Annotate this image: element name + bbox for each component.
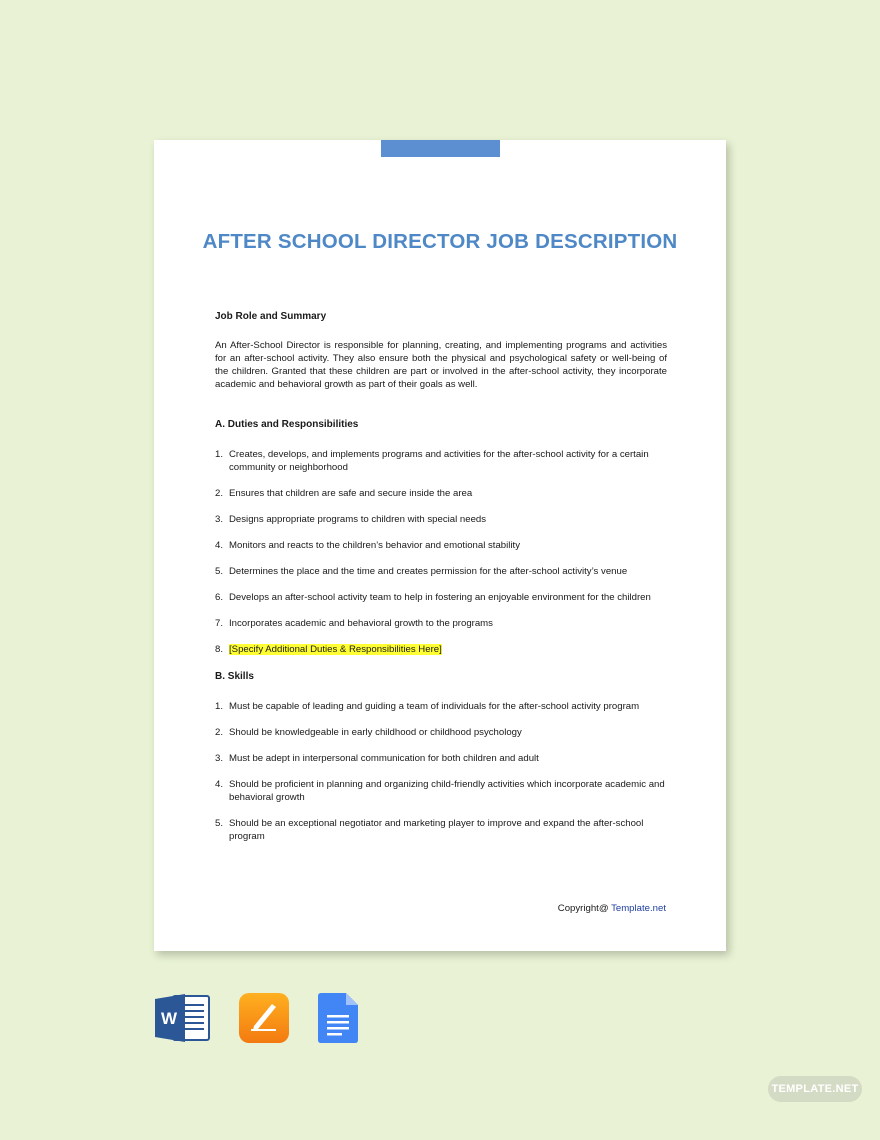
list-text: Should be an exceptional negotiator and marketing player to improve and expand the after-school program: [229, 818, 644, 842]
list-text: Develops an after-school activity team to help in fostering an enjoyable environment for the children: [229, 592, 651, 603]
duties-list: [215, 448, 667, 656]
duties-heading: A. Duties and Responsibilities: [215, 419, 359, 430]
list-item: [215, 643, 667, 656]
list-number: 3.: [215, 514, 224, 525]
list-item: [215, 752, 667, 765]
list-number: 8.: [215, 644, 224, 655]
list-item: [215, 617, 667, 630]
placeholder-highlight[interactable]: [Specify Additional Duties & Responsibilities Here]: [229, 644, 442, 655]
list-number: 7.: [215, 618, 224, 629]
list-text: Should be knowledgeable in early childhood or childhood psychology: [229, 727, 522, 738]
list-text: Should be proficient in planning and organizing child-friendly activities which incorporate academic and behavioral growth: [229, 779, 665, 803]
copyright-label: Copyright@: [557, 903, 612, 914]
list-item: [215, 487, 667, 500]
list-text: Must be adept in interpersonal communication for both children and adult: [229, 753, 539, 764]
word-icon-letter: W: [160, 1009, 178, 1028]
list-item: [215, 448, 667, 474]
list-text: Ensures that children are safe and secure inside the area: [229, 488, 473, 499]
summary-heading: Job Role and Summary: [215, 311, 327, 322]
list-number: 5.: [215, 566, 224, 577]
google-docs-icon[interactable]: [318, 993, 358, 1043]
skills-heading: B. Skills: [215, 671, 254, 682]
list-number: 2.: [215, 727, 224, 738]
document-body: [215, 310, 667, 856]
list-text: Designs appropriate programs to children with special needs: [229, 514, 487, 525]
list-text: Incorporates academic and behavioral growth to the programs: [229, 618, 493, 629]
duties-section: [215, 418, 667, 656]
document-title: AFTER SCHOOL DIRECTOR JOB DESCRIPTION: [202, 230, 678, 253]
template-net-badge[interactable]: TEMPLATE.NET: [768, 1076, 862, 1102]
list-item: [215, 817, 667, 843]
list-text: Determines the place and the time and creates permission for the after-school activity’s venue: [229, 566, 628, 577]
summary-text: An After-School Director is responsible for planning, creating, and implementing programs and activities for an after-school activity. They also ensure both the physical and psychological safety or well-being of the children. Granted that these children are part or involved in the after-school activity, they incorporate academic and behavioral growth as part of their goals as well.: [215, 340, 667, 390]
list-text: Creates, develops, and implements programs and activities for the after-school activity for a certain community or neighborhood: [229, 449, 649, 473]
list-number: 4.: [215, 540, 224, 551]
list-number: 1.: [215, 701, 224, 712]
list-number: 4.: [215, 779, 224, 790]
header-tab: [381, 140, 500, 157]
copyright-link[interactable]: Template.net: [611, 903, 666, 914]
skills-section: [215, 670, 667, 843]
list-number: 6.: [215, 592, 224, 603]
skills-list: [215, 700, 667, 843]
list-number: 3.: [215, 753, 224, 764]
list-number: 1.: [215, 449, 224, 460]
list-item: [215, 700, 667, 713]
list-item: [215, 539, 667, 552]
list-item: [215, 591, 667, 604]
document-page: [154, 140, 726, 951]
list-number: 2.: [215, 488, 224, 499]
word-icon[interactable]: [155, 993, 211, 1043]
list-item: [215, 513, 667, 526]
copyright-line: [558, 903, 666, 914]
list-text: Monitors and reacts to the children’s behavior and emotional stability: [229, 540, 520, 551]
list-item: [215, 726, 667, 739]
list-item: [215, 778, 667, 804]
list-text: Must be capable of leading and guiding a team of individuals for the after-school activity program: [229, 701, 640, 712]
pages-icon[interactable]: [239, 993, 289, 1043]
list-item: [215, 565, 667, 578]
list-number: 5.: [215, 818, 224, 829]
